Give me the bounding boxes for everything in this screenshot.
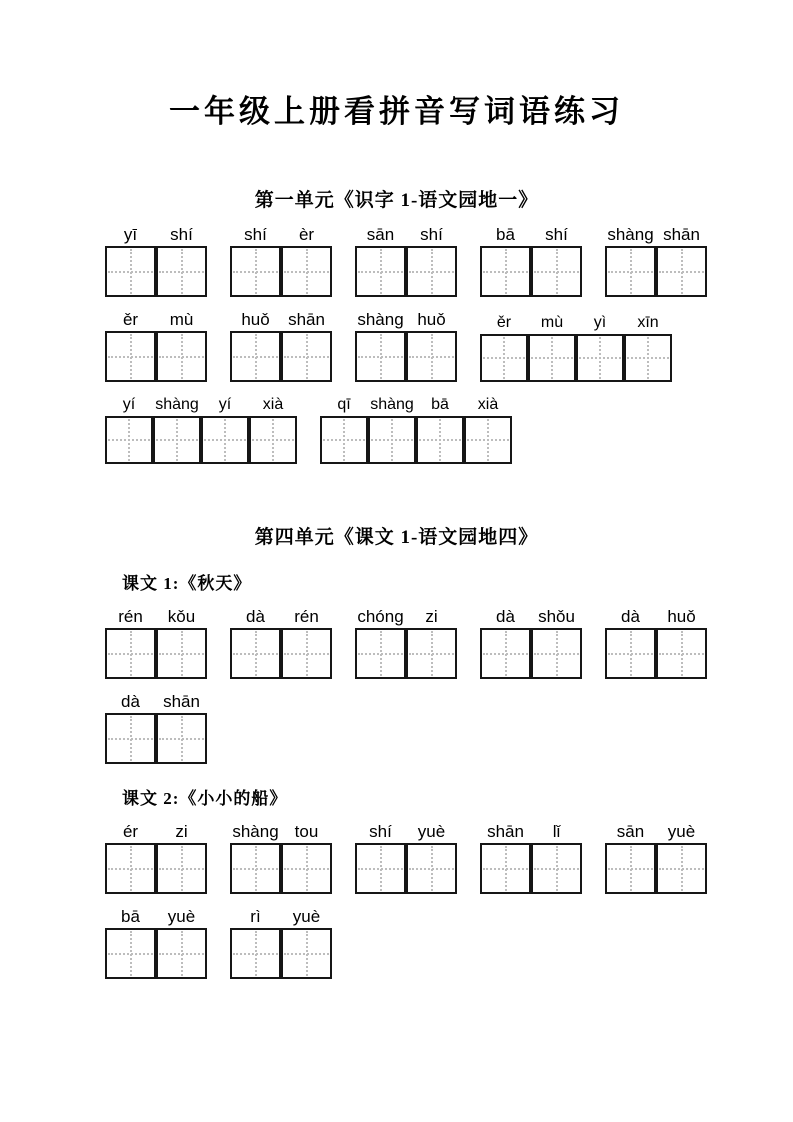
writing-grid [355, 628, 457, 679]
page-title: 一年级上册看拼音写词语练习 [169, 94, 624, 129]
word-block [105, 394, 297, 464]
pinyin-syllable: shí [170, 225, 193, 244]
writing-cell [406, 246, 457, 297]
pinyin-syllable: shǒu [538, 607, 575, 626]
writing-cell [406, 843, 457, 894]
writing-cell [230, 843, 281, 894]
pinyin-row [355, 821, 457, 842]
writing-grid [105, 416, 297, 464]
pinyin-row [355, 606, 457, 627]
pinyin-syllable: shān [163, 692, 200, 711]
writing-cell [105, 416, 153, 464]
writing-grid [230, 928, 332, 979]
pinyin-syllable: yī [123, 225, 138, 244]
pinyin-row [480, 224, 582, 245]
word-row [105, 906, 793, 979]
pinyin-syllable: bā [496, 225, 515, 244]
pinyin-row [355, 224, 457, 245]
writing-cell [355, 246, 406, 297]
writing-grid [320, 416, 512, 464]
pinyin-row [105, 606, 207, 627]
writing-cell [464, 416, 512, 464]
writing-cell [406, 331, 457, 382]
writing-cell [156, 843, 207, 894]
writing-grid [230, 246, 332, 297]
writing-cell [156, 713, 207, 764]
word-block [605, 821, 707, 894]
lesson-label: 课文 2:《小小的船》 [122, 789, 288, 808]
pinyin-row [320, 394, 512, 415]
pinyin-syllable: yuè [292, 907, 321, 926]
writing-cell [281, 331, 332, 382]
writing-grid [480, 628, 582, 679]
worksheet-section [0, 185, 793, 464]
writing-cell [281, 843, 332, 894]
writing-cell [153, 416, 201, 464]
word-row [105, 691, 793, 764]
word-block [105, 691, 207, 764]
writing-cell [230, 246, 281, 297]
pinyin-row [605, 606, 707, 627]
pinyin-syllable: shàng [232, 822, 279, 841]
writing-grid [105, 713, 207, 764]
writing-grid [355, 331, 457, 382]
pinyin-syllable: yuè [417, 822, 446, 841]
writing-cell [656, 246, 707, 297]
writing-grid [105, 628, 207, 679]
word-block [355, 224, 457, 297]
pinyin-syllable: dà [121, 692, 140, 711]
pinyin-syllable: yì [593, 314, 607, 331]
pinyin-syllable: shí [369, 822, 392, 841]
word-block [355, 821, 457, 894]
writing-grid [230, 331, 332, 382]
writing-cell [105, 843, 156, 894]
pinyin-syllable: xià [477, 396, 499, 413]
writing-cell [605, 843, 656, 894]
writing-cell [105, 928, 156, 979]
writing-grid [480, 334, 672, 382]
pinyin-row [105, 224, 207, 245]
writing-cell [281, 628, 332, 679]
pinyin-row [230, 906, 332, 927]
writing-cell [416, 416, 464, 464]
word-block [480, 606, 582, 679]
writing-cell [230, 331, 281, 382]
word-block [230, 606, 332, 679]
writing-cell [406, 628, 457, 679]
word-block [105, 821, 207, 894]
pinyin-syllable: huǒ [417, 310, 446, 329]
pinyin-row [355, 309, 457, 330]
pinyin-syllable: mù [169, 310, 194, 329]
pinyin-syllable: xīn [637, 314, 659, 331]
word-block [605, 606, 707, 679]
pinyin-syllable: mù [540, 314, 564, 331]
pinyin-syllable: dà [246, 607, 265, 626]
pinyin-syllable: zi [175, 822, 188, 841]
pinyin-syllable: tou [294, 822, 319, 841]
pinyin-syllable: rì [250, 907, 261, 926]
word-block [105, 606, 207, 679]
writing-grid [105, 246, 207, 297]
word-row [105, 309, 793, 382]
word-block [230, 309, 332, 382]
pinyin-syllable: dà [496, 607, 515, 626]
writing-cell [480, 334, 528, 382]
writing-grid [355, 246, 457, 297]
pinyin-syllable: rén [118, 607, 143, 626]
pinyin-syllable: shān [487, 822, 524, 841]
writing-cell [105, 713, 156, 764]
pinyin-syllable: yuè [667, 822, 696, 841]
pinyin-syllable: chóng [357, 607, 404, 626]
writing-cell [531, 246, 582, 297]
writing-grid [230, 843, 332, 894]
writing-cell [156, 246, 207, 297]
word-block [105, 906, 207, 979]
pinyin-syllable: bā [121, 907, 140, 926]
pinyin-row [230, 606, 332, 627]
word-block [105, 309, 207, 382]
writing-cell [105, 628, 156, 679]
writing-cell [281, 246, 332, 297]
pinyin-syllable: dà [621, 607, 640, 626]
pinyin-syllable: shàng [607, 225, 654, 244]
writing-grid [480, 246, 582, 297]
pinyin-syllable: zi [425, 607, 438, 626]
word-row [105, 224, 793, 297]
pinyin-row [605, 224, 707, 245]
writing-cell [156, 628, 207, 679]
pinyin-row [105, 821, 207, 842]
writing-grid [230, 628, 332, 679]
pinyin-syllable: ér [122, 822, 139, 841]
pinyin-syllable: shàng [357, 310, 404, 329]
writing-grid [605, 843, 707, 894]
pinyin-row [480, 312, 672, 333]
pinyin-syllable: èr [298, 225, 315, 244]
pinyin-syllable: shān [663, 225, 700, 244]
word-row [105, 606, 793, 679]
pinyin-syllable: shí [244, 225, 267, 244]
word-block [480, 224, 582, 297]
writing-cell [531, 843, 582, 894]
writing-cell [156, 331, 207, 382]
writing-cell [480, 246, 531, 297]
writing-cell [368, 416, 416, 464]
writing-cell [656, 843, 707, 894]
writing-grid [355, 843, 457, 894]
writing-cell [249, 416, 297, 464]
writing-cell [355, 628, 406, 679]
pinyin-row [480, 606, 582, 627]
pinyin-syllable: lǐ [552, 822, 561, 841]
word-block [230, 821, 332, 894]
word-block [480, 821, 582, 894]
pinyin-syllable: shí [545, 225, 568, 244]
worksheet-body [0, 185, 793, 979]
writing-cell [656, 628, 707, 679]
pinyin-row [105, 691, 207, 712]
writing-cell [281, 928, 332, 979]
lesson-label: 课文 1:《秋天》 [122, 574, 252, 593]
pinyin-syllable: shàng [155, 396, 199, 413]
writing-cell [201, 416, 249, 464]
writing-cell [320, 416, 368, 464]
word-block [230, 906, 332, 979]
writing-cell [531, 628, 582, 679]
writing-cell [605, 246, 656, 297]
pinyin-syllable: yí [122, 396, 136, 413]
writing-grid [605, 628, 707, 679]
pinyin-syllable: shān [288, 310, 325, 329]
word-block [355, 606, 457, 679]
writing-grid [105, 331, 207, 382]
section-heading: 第四单元《课文 1-语文园地四》 [254, 527, 539, 548]
pinyin-syllable: yuè [167, 907, 196, 926]
pinyin-syllable: huǒ [667, 607, 696, 626]
word-row [105, 394, 793, 464]
writing-cell [105, 331, 156, 382]
writing-cell [230, 928, 281, 979]
worksheet-section [0, 522, 793, 979]
writing-cell [355, 843, 406, 894]
pinyin-row [105, 394, 297, 415]
writing-grid [480, 843, 582, 894]
pinyin-syllable: bā [431, 396, 449, 413]
word-block [105, 224, 207, 297]
pinyin-syllable: xià [262, 396, 284, 413]
pinyin-row [230, 821, 332, 842]
writing-cell [156, 928, 207, 979]
writing-grid [605, 246, 707, 297]
pinyin-syllable: sān [616, 822, 645, 841]
word-block [605, 224, 707, 297]
writing-cell [230, 628, 281, 679]
writing-cell [480, 843, 531, 894]
pinyin-syllable: sān [366, 225, 395, 244]
writing-cell [624, 334, 672, 382]
pinyin-syllable: rén [294, 607, 319, 626]
word-block [480, 312, 672, 382]
pinyin-syllable: ěr [496, 314, 512, 331]
writing-cell [528, 334, 576, 382]
writing-cell [605, 628, 656, 679]
word-row [105, 821, 793, 894]
pinyin-row [230, 224, 332, 245]
pinyin-row [480, 821, 582, 842]
pinyin-syllable: huǒ [241, 310, 270, 329]
pinyin-syllable: yí [218, 396, 232, 413]
pinyin-row [230, 309, 332, 330]
writing-cell [480, 628, 531, 679]
pinyin-syllable: shàng [370, 396, 414, 413]
word-block [230, 224, 332, 297]
pinyin-row [105, 906, 207, 927]
pinyin-syllable: kǒu [167, 607, 196, 626]
writing-grid [105, 928, 207, 979]
writing-cell [105, 246, 156, 297]
pinyin-syllable: ěr [122, 310, 139, 329]
writing-grid [105, 843, 207, 894]
word-block [320, 394, 512, 464]
writing-cell [576, 334, 624, 382]
writing-cell [355, 331, 406, 382]
pinyin-syllable: qī [337, 396, 351, 413]
word-block [355, 309, 457, 382]
pinyin-row [605, 821, 707, 842]
pinyin-row [105, 309, 207, 330]
section-heading: 第一单元《识字 1-语文园地一》 [254, 190, 539, 211]
pinyin-syllable: shí [420, 225, 443, 244]
